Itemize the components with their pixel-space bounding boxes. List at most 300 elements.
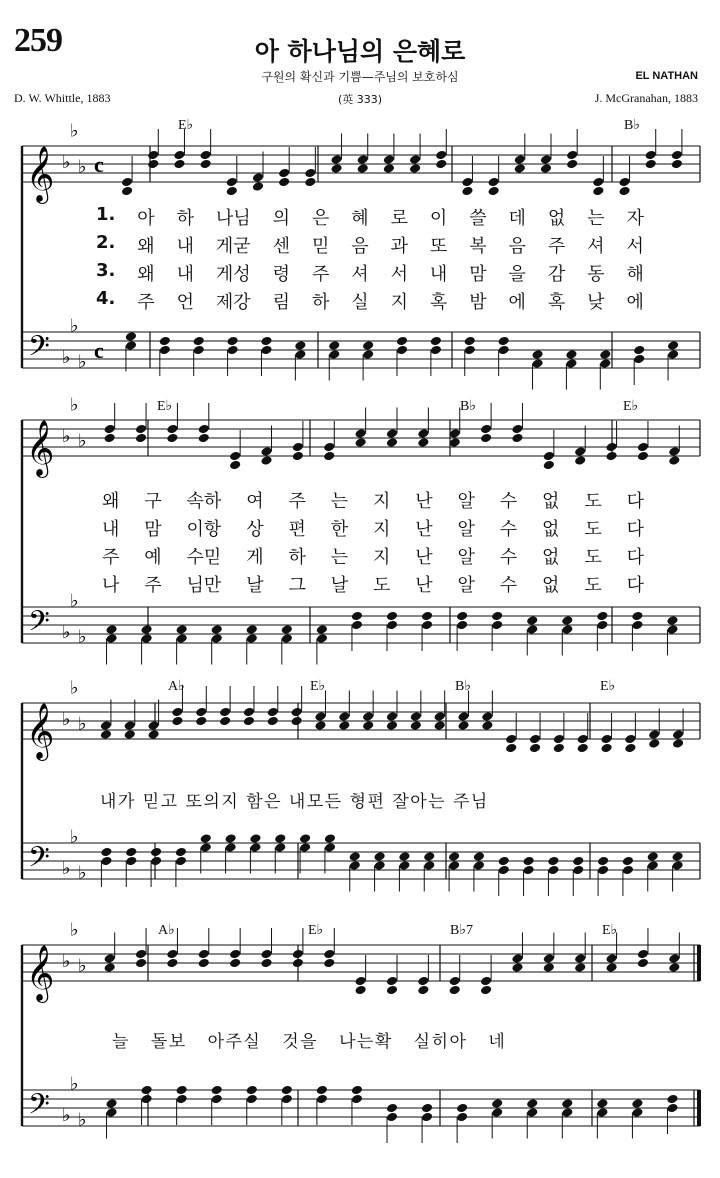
treble-note [166, 958, 178, 969]
lyric-syllable: 음 [351, 236, 369, 257]
lyric-syllable: 난 [415, 491, 433, 512]
lyric-syllable: 쓸 [469, 208, 487, 229]
lyric-syllable: 게성 [215, 264, 251, 285]
bass-note [386, 1103, 398, 1114]
verse-number: 2. [96, 232, 116, 253]
lyric-syllable: 도 [584, 519, 602, 540]
treble-note [219, 707, 231, 718]
treble-note [304, 177, 316, 188]
bass-note [193, 336, 205, 347]
chord-symbol: B♭ [460, 399, 476, 414]
flat-sign: ♭ [62, 951, 71, 972]
bass-note [299, 833, 311, 844]
treble-note [553, 734, 565, 745]
bass-note [631, 611, 643, 622]
treble-note [100, 720, 112, 731]
treble-note [435, 159, 447, 170]
treble-note [433, 711, 445, 722]
bass-clef-icon: 𝄢 [28, 605, 50, 645]
bass-note [498, 856, 510, 867]
treble-note [260, 446, 272, 457]
treble-note [252, 181, 264, 192]
bass-note [497, 345, 509, 356]
bass-note [351, 1085, 363, 1096]
treble-note [668, 455, 680, 466]
lyric-syllable: 없 [542, 547, 560, 568]
bass-note [294, 349, 306, 360]
bass-note [421, 611, 433, 622]
treble-note [260, 455, 272, 466]
treble-note [292, 451, 304, 462]
lyric-syllable: 날 [246, 575, 264, 596]
treble-note [124, 729, 136, 740]
bass-note [666, 1094, 678, 1105]
bass-note [386, 1112, 398, 1123]
bass-note [666, 1103, 678, 1114]
lyric-syllable: 다 [626, 491, 644, 512]
bass-note [373, 851, 385, 862]
lyric-syllable: 맘 [469, 264, 487, 285]
bass-note [362, 349, 374, 360]
treble-note [147, 159, 159, 170]
bass-note [561, 624, 573, 635]
treble-note [648, 738, 660, 749]
treble-note [543, 962, 555, 973]
bass-note [547, 856, 559, 867]
bass-note [547, 865, 559, 876]
bass-note [599, 349, 611, 360]
bass-note [140, 633, 152, 644]
treble-note [323, 958, 335, 969]
treble-note [480, 424, 492, 435]
lyric-syllable: 내 [429, 264, 448, 285]
flat-sign: ♭ [70, 677, 79, 699]
chord-symbol: E♭ [602, 923, 618, 938]
lyric-syllable: 언 [176, 292, 194, 313]
lyric-syllable: 음 [508, 236, 526, 257]
bass-note [349, 851, 361, 862]
treble-note [195, 716, 207, 727]
chord-symbol: E♭ [623, 399, 639, 414]
bass-note [100, 856, 112, 867]
treble-note [278, 168, 290, 179]
flat-sign: ♭ [70, 1073, 79, 1095]
lyric-syllable: 또 [429, 236, 448, 257]
bass-note [324, 842, 336, 853]
lyric-syllable: 상 [246, 519, 264, 540]
lyric-syllable: 예 [144, 547, 162, 568]
bass-note [260, 336, 272, 347]
lyric-syllable: 게굳 [215, 236, 251, 257]
bass-note [150, 847, 162, 858]
hymn-subtitle: 구원의 확신과 기쁨—주님의 보호하심 [261, 70, 459, 84]
bass-note [159, 336, 171, 347]
bass-note [456, 611, 468, 622]
bass-note [448, 851, 460, 862]
treble-note [195, 707, 207, 718]
bass-note [294, 340, 306, 351]
bass-note [249, 833, 261, 844]
bass-note [565, 349, 577, 360]
bass-note [316, 633, 328, 644]
chord-symbol: E♭ [600, 679, 616, 694]
bass-note [193, 345, 205, 356]
treble-note [543, 451, 555, 462]
lyric-syllable: 수 [499, 519, 518, 540]
treble-note [480, 985, 492, 996]
bass-note [281, 624, 293, 635]
lyric-syllable: 을 [508, 264, 526, 285]
lyric-syllable: 여 [246, 491, 264, 512]
treble-clef-icon: 𝄞 [26, 146, 55, 202]
bass-note [561, 1098, 573, 1109]
lyric-syllable: 주 [144, 575, 162, 596]
treble-note [354, 976, 366, 987]
treble-note [600, 734, 612, 745]
english-hymn-reference: (英 333) [337, 93, 383, 106]
lyric-syllable: 주 [102, 547, 120, 568]
bass-note [299, 842, 311, 853]
treble-note [173, 159, 185, 170]
treble-note [260, 958, 272, 969]
lyric-syllable: 없 [547, 208, 566, 229]
bass-note [105, 633, 117, 644]
lyric-syllable: 난 [415, 575, 433, 596]
bass-note [464, 336, 476, 347]
treble-note [173, 150, 185, 161]
chord-symbol: B♭ [455, 679, 471, 694]
treble-note [672, 729, 684, 740]
treble-note [354, 428, 366, 439]
treble-note [290, 716, 302, 727]
lyric-syllable: 도 [584, 547, 602, 568]
flat-sign: ♭ [62, 709, 71, 730]
bass-note [667, 349, 679, 360]
lyric-line-verse-2 [96, 232, 644, 258]
bass-note [211, 633, 223, 644]
treble-note [338, 711, 350, 722]
treble-note [323, 451, 335, 462]
treble-note [219, 716, 231, 727]
chord-symbol: B♭ [624, 118, 640, 133]
treble-note [574, 962, 586, 973]
treble-note [314, 711, 326, 722]
treble-note [198, 424, 210, 435]
lyric-syllable: 내 [102, 519, 120, 540]
treble-note [171, 707, 183, 718]
lyric-syllable: 령 [272, 264, 291, 285]
bass-note [316, 1085, 328, 1096]
bass-note [633, 345, 645, 356]
chord-symbol: E♭ [157, 399, 173, 414]
hymn-number: 259 [14, 22, 62, 59]
bass-note [456, 1112, 468, 1123]
treble-note [386, 976, 398, 987]
treble-note [417, 976, 429, 987]
treble-note [386, 437, 398, 448]
lyric-syllable: 수믿 [186, 547, 222, 568]
bass-clef-icon: 𝄢 [28, 841, 50, 881]
bass-note [430, 336, 442, 347]
treble-note [574, 953, 586, 964]
bass-note [597, 865, 609, 876]
treble-note [668, 446, 680, 457]
lyric-line-verse-2 [102, 515, 644, 541]
bass-note [328, 340, 340, 351]
treble-note [198, 949, 210, 960]
bass-note [396, 336, 408, 347]
lyric-syllable: 과 [390, 236, 408, 257]
lyric-syllable: 의 [272, 208, 291, 229]
treble-note [229, 949, 241, 960]
treble-note [290, 707, 302, 718]
bass-note [464, 345, 476, 356]
bass-note [631, 1107, 643, 1118]
verse-number: 1. [96, 204, 116, 225]
bass-note [396, 345, 408, 356]
lyric-syllable: 그 [288, 575, 306, 596]
bass-note [274, 833, 286, 844]
bass-note [622, 865, 634, 876]
bass-note [596, 611, 608, 622]
chord-symbol: E♭ [178, 118, 194, 133]
lyric-syllable: 도 [584, 575, 602, 596]
bass-note [140, 624, 152, 635]
lyric-syllable: 하 [176, 208, 194, 229]
treble-note [103, 433, 115, 444]
lyric-syllable: 속하 [186, 491, 222, 512]
treble-note [511, 424, 523, 435]
treble-note [592, 186, 604, 197]
bass-note [561, 1107, 573, 1118]
flat-sign: ♭ [78, 430, 87, 452]
treble-note [229, 958, 241, 969]
treble-note [648, 729, 660, 740]
lyric-syllable: 해 [626, 264, 644, 285]
bass-note [224, 842, 236, 853]
flat-sign: ♭ [70, 826, 79, 848]
bass-note [666, 624, 678, 635]
chord-symbol: A♭ [158, 923, 175, 938]
treble-note [605, 451, 617, 462]
treble-note [618, 186, 630, 197]
lyric-syllable: 알 [457, 491, 475, 512]
treble-note [135, 433, 147, 444]
bass-note [565, 358, 577, 369]
treble-note [540, 154, 552, 165]
bass-note [125, 847, 137, 858]
treble-note [338, 720, 350, 731]
lyric-syllable: 수 [499, 547, 518, 568]
treble-note [103, 953, 115, 964]
treble-note [199, 159, 211, 170]
refrain-line-1: 내가 믿고 또의지 함은 내모든 형편 잘아는 주님 [100, 792, 489, 812]
chord-symbol: A♭ [168, 679, 185, 694]
bass-note [531, 358, 543, 369]
treble-note [577, 734, 589, 745]
flat-sign: ♭ [70, 120, 79, 142]
lyric-syllable: 맘 [144, 519, 162, 540]
flat-sign: ♭ [78, 626, 87, 648]
bass-note [596, 1098, 608, 1109]
lyric-syllable: 왜 [102, 491, 120, 512]
treble-note [409, 154, 421, 165]
bass-note [599, 358, 611, 369]
lyric-syllable: 주 [547, 236, 566, 257]
bass-note [100, 847, 112, 858]
treble-note [529, 743, 541, 754]
bass-note [316, 1094, 328, 1105]
treble-note [330, 154, 342, 165]
lyric-syllable: 나 [102, 575, 120, 596]
treble-note [135, 949, 147, 960]
lyric-syllable: 주 [137, 292, 155, 313]
treble-note [135, 958, 147, 969]
flat-sign: ♭ [70, 919, 79, 941]
bass-note [667, 340, 679, 351]
treble-note [304, 168, 316, 179]
bass-note [671, 851, 683, 862]
treble-note [121, 177, 133, 188]
bass-note [175, 633, 187, 644]
bass-note [526, 615, 538, 626]
lyric-syllable: 하 [288, 547, 306, 568]
bass-note [398, 851, 410, 862]
lyric-syllable: 다 [626, 519, 644, 540]
treble-note [461, 186, 473, 197]
bass-note [522, 865, 534, 876]
lyric-syllable: 에 [626, 292, 644, 313]
treble-note [229, 460, 241, 471]
lyric-syllable: 다 [626, 547, 644, 568]
bass-note [526, 624, 538, 635]
lyric-syllable: 서 [626, 236, 644, 257]
bass-note [596, 620, 608, 631]
time-signature: c [94, 338, 104, 363]
lyric-syllable: 감 [547, 264, 566, 285]
treble-note [135, 424, 147, 435]
treble-note [624, 743, 636, 754]
treble-note [514, 154, 526, 165]
treble-clef-icon: 𝄞 [26, 703, 55, 759]
treble-note [362, 711, 374, 722]
bass-note [211, 624, 223, 635]
treble-note [410, 720, 422, 731]
lyric-syllable: 알 [457, 547, 475, 568]
treble-note [226, 186, 238, 197]
lyric-syllable: 는 [330, 547, 349, 568]
treble-note [505, 743, 517, 754]
treble-note [605, 962, 617, 973]
bass-note [448, 860, 460, 871]
lyric-syllable: 나님 [215, 208, 251, 229]
treble-note [292, 958, 304, 969]
flat-sign: ♭ [62, 1105, 71, 1126]
bass-note [246, 624, 258, 635]
treble-note [671, 150, 683, 161]
bass-note [150, 856, 162, 867]
bass-note [316, 624, 328, 635]
lyric-syllable: 로 [390, 208, 408, 229]
bass-note [631, 620, 643, 631]
treble-note [449, 985, 461, 996]
lyric-syllable: 내 [176, 264, 194, 285]
bass-note [211, 1085, 223, 1096]
bass-note [175, 624, 187, 635]
lyric-syllable: 구 [144, 491, 162, 512]
bass-note [456, 620, 468, 631]
treble-note [511, 433, 523, 444]
treble-note [243, 707, 255, 718]
treble-note [433, 720, 445, 731]
treble-note [354, 437, 366, 448]
bass-note [430, 345, 442, 356]
bass-note [386, 611, 398, 622]
lyric-syllable: 데 [508, 208, 526, 229]
treble-note [147, 720, 159, 731]
treble-note [449, 976, 461, 987]
treble-note [487, 177, 499, 188]
treble-note [574, 446, 586, 457]
bass-note [561, 615, 573, 626]
bass-note [497, 336, 509, 347]
treble-note [314, 720, 326, 731]
bass-note [596, 1107, 608, 1118]
lyric-syllable: 동 [587, 264, 605, 285]
treble-note [461, 177, 473, 188]
treble-note [357, 163, 369, 174]
bass-note [386, 620, 398, 631]
bass-clef-icon: 𝄢 [28, 1088, 50, 1128]
bass-note [522, 856, 534, 867]
treble-note [605, 442, 617, 453]
bass-note [246, 1085, 258, 1096]
treble-note [147, 729, 159, 740]
treble-note [505, 734, 517, 745]
chord-symbol: E♭ [310, 679, 326, 694]
treble-note [199, 150, 211, 161]
lyricist: D. W. Whittle, 1883 [14, 91, 111, 105]
lyric-line-verse-1 [102, 487, 644, 513]
bass-note [226, 345, 238, 356]
lyric-syllable: 림 [272, 292, 291, 313]
treble-note [292, 949, 304, 960]
flat-sign: ♭ [70, 315, 79, 337]
treble-note [605, 953, 617, 964]
treble-note [553, 743, 565, 754]
lyric-syllable: 이항 [186, 519, 222, 540]
treble-note [103, 962, 115, 973]
bass-note [211, 1094, 223, 1105]
bass-note [572, 856, 584, 867]
treble-note [600, 743, 612, 754]
treble-note [481, 711, 493, 722]
lyric-syllable: 다 [626, 575, 644, 596]
lyric-syllable: 낮 [587, 292, 605, 313]
bass-note [281, 1094, 293, 1105]
treble-note [198, 433, 210, 444]
treble-note [267, 716, 279, 727]
lyric-line-verse-4 [96, 288, 644, 314]
treble-note [124, 720, 136, 731]
bass-note [491, 1098, 503, 1109]
bass-note [105, 624, 117, 635]
treble-note [409, 163, 421, 174]
lyric-syllable: 도 [372, 575, 391, 596]
lyric-syllable: 도 [584, 491, 602, 512]
treble-note [511, 962, 523, 973]
bass-note [456, 1103, 468, 1114]
